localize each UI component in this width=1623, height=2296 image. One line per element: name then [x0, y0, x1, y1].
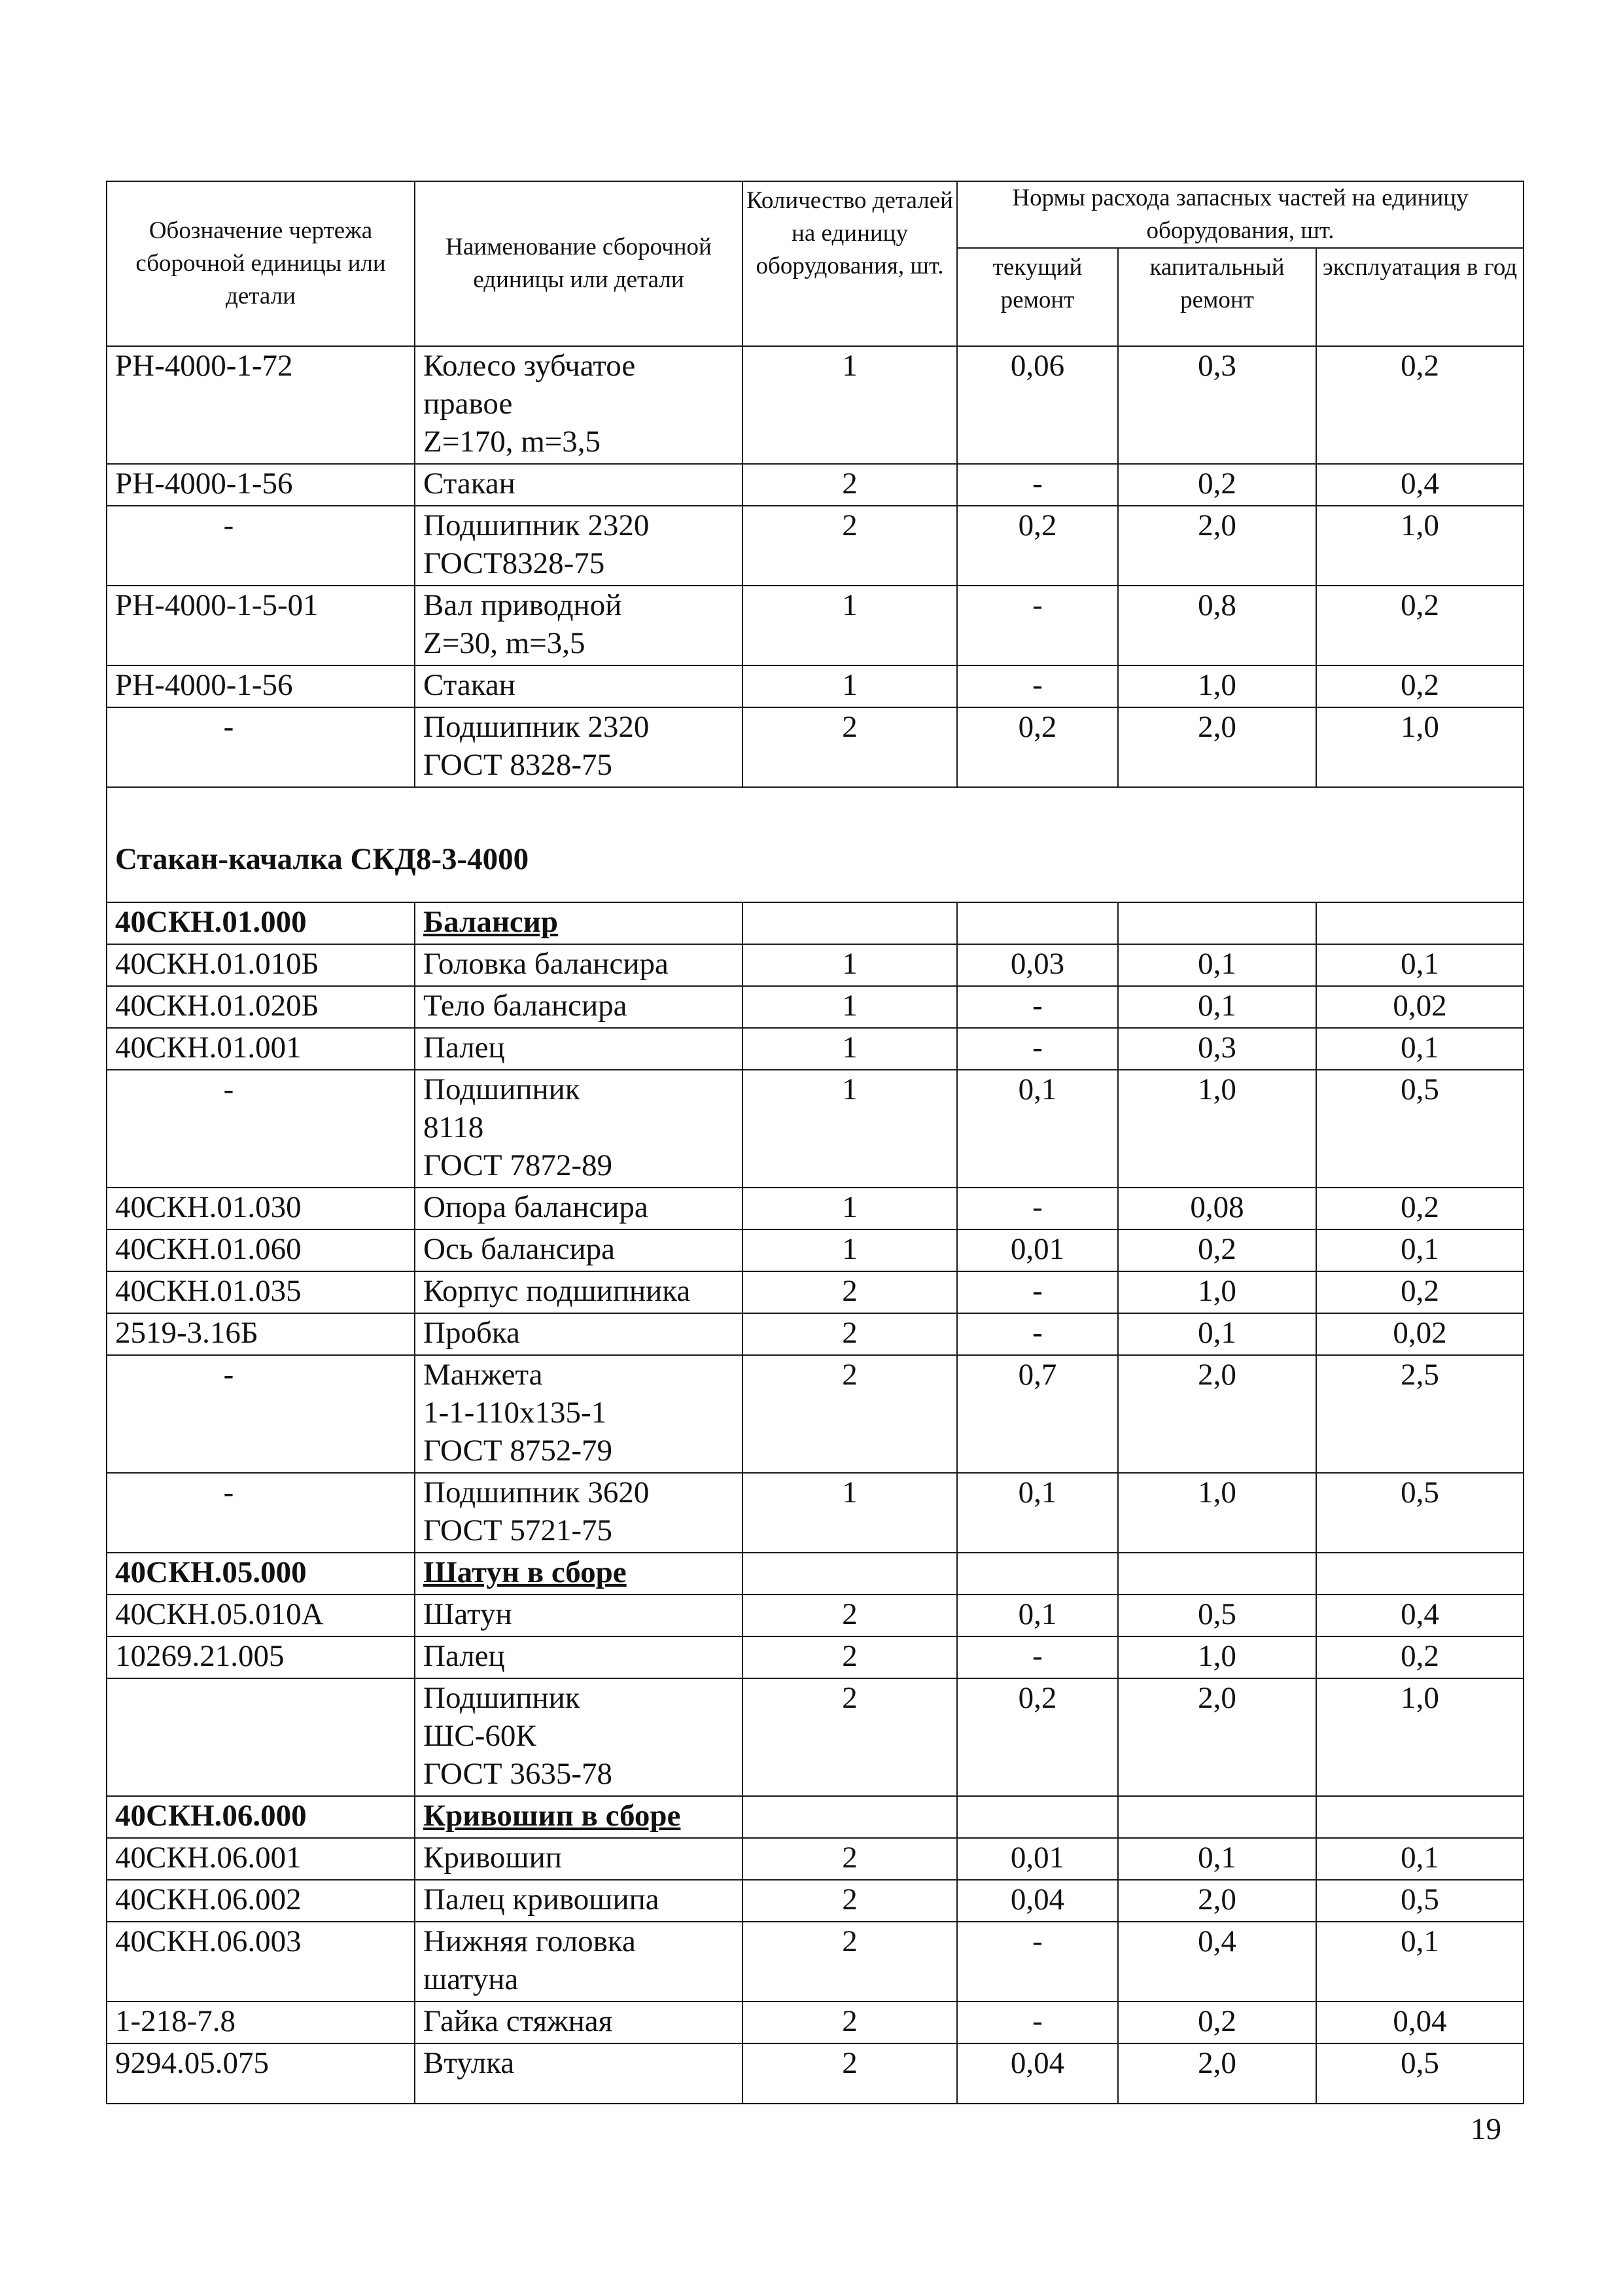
cell-current-repair: 0,06 [957, 346, 1118, 464]
cell-operation: 0,2 [1316, 1271, 1524, 1313]
group-row [107, 902, 1524, 944]
cell-name: Пробка [415, 1313, 742, 1355]
cell-designation: 40СКН.06.001 [107, 1838, 415, 1880]
header-quantity: Количество деталей на единицу оборудования, шт. [742, 181, 957, 346]
cell-current-repair: 0,04 [957, 2043, 1118, 2104]
cell-quantity: 1 [742, 1070, 957, 1188]
cell-designation: 40СКН.05.010А [107, 1595, 415, 1636]
cell-capital-repair: 0,1 [1118, 1313, 1316, 1355]
cell-quantity: 2 [742, 1880, 957, 1922]
table-row [107, 464, 1524, 506]
cell-operation: 0,1 [1316, 1838, 1524, 1880]
cell-name: Стакан [415, 464, 742, 506]
cell-name: Головка балансира [415, 944, 742, 986]
cell-quantity: 2 [742, 1636, 957, 1678]
cell-designation: - [107, 1473, 415, 1553]
cell-capital-repair [1118, 902, 1316, 944]
cell-name: Палец [415, 1636, 742, 1678]
cell-designation: 40СКН.01.020Б [107, 986, 415, 1028]
cell-name: Палец кривошипа [415, 1880, 742, 1922]
cell-quantity: 1 [742, 1028, 957, 1070]
cell-designation: 2519-3.16Б [107, 1313, 415, 1355]
header-designation: Обозначение чертежа сборочной единицы или детали [107, 181, 415, 346]
header-operation: эксплуатация в год [1316, 248, 1524, 346]
cell-operation: 0,1 [1316, 944, 1524, 986]
spare-parts-table [106, 181, 1524, 2104]
cell-current-repair: - [957, 1636, 1118, 1678]
cell-capital-repair: 0,1 [1118, 1838, 1316, 1880]
table-body [107, 181, 1524, 2104]
cell-quantity: 2 [742, 1355, 957, 1473]
cell-current-repair: - [957, 586, 1118, 665]
cell-operation: 1,0 [1316, 707, 1524, 787]
cell-operation [1316, 1553, 1524, 1595]
cell-capital-repair: 1,0 [1118, 1070, 1316, 1188]
table-row [107, 2043, 1524, 2104]
header-name: Наименование сборочной единицы или детали [415, 181, 742, 346]
cell-designation: 40СКН.01.060 [107, 1229, 415, 1271]
cell-current-repair: - [957, 1922, 1118, 2002]
cell-name: Балансир [415, 902, 742, 944]
cell-operation: 0,1 [1316, 1922, 1524, 2002]
cell-current-repair: - [957, 464, 1118, 506]
cell-current-repair [957, 902, 1118, 944]
cell-quantity: 2 [742, 1838, 957, 1880]
cell-designation: - [107, 707, 415, 787]
table-row [107, 1313, 1524, 1355]
cell-quantity: 1 [742, 1188, 957, 1229]
cell-name: Шатун [415, 1595, 742, 1636]
section-row [107, 787, 1524, 902]
cell-designation: 1-218-7.8 [107, 2002, 415, 2043]
cell-operation: 0,5 [1316, 1070, 1524, 1188]
cell-capital-repair: 1,0 [1118, 665, 1316, 707]
cell-operation: 0,4 [1316, 1595, 1524, 1636]
header-norms-group: Нормы расхода запасных частей на единицу оборудования, шт. [957, 181, 1524, 248]
table-row [107, 1070, 1524, 1188]
cell-capital-repair: 0,3 [1118, 1028, 1316, 1070]
cell-capital-repair: 2,0 [1118, 1355, 1316, 1473]
cell-name: Подшипник 3620 ГОСТ 5721-75 [415, 1473, 742, 1553]
cell-designation: 40СКН.01.030 [107, 1188, 415, 1229]
cell-name: Кривошип в сборе [415, 1796, 742, 1838]
table-row [107, 1355, 1524, 1473]
page-number: 19 [1471, 2112, 1501, 2146]
cell-quantity: 2 [742, 464, 957, 506]
cell-current-repair: 0,01 [957, 1229, 1118, 1271]
table-row [107, 1880, 1524, 1922]
cell-current-repair: 0,7 [957, 1355, 1118, 1473]
cell-designation: РН-4000-1-56 [107, 464, 415, 506]
cell-current-repair: - [957, 2002, 1118, 2043]
cell-operation: 0,02 [1316, 1313, 1524, 1355]
cell-current-repair [957, 1553, 1118, 1595]
cell-name: Стакан [415, 665, 742, 707]
cell-capital-repair: 1,0 [1118, 1473, 1316, 1553]
cell-designation: РН-4000-1-5-01 [107, 586, 415, 665]
cell-current-repair: 0,1 [957, 1070, 1118, 1188]
cell-capital-repair: 0,8 [1118, 586, 1316, 665]
cell-designation: 9294.05.075 [107, 2043, 415, 2104]
cell-current-repair: 0,2 [957, 506, 1118, 586]
cell-current-repair: 0,1 [957, 1595, 1118, 1636]
cell-current-repair: - [957, 665, 1118, 707]
cell-capital-repair: 2,0 [1118, 1880, 1316, 1922]
cell-name: Подшипник ШС-60К ГОСТ 3635-78 [415, 1678, 742, 1796]
table-row [107, 506, 1524, 586]
cell-capital-repair: 0,2 [1118, 464, 1316, 506]
cell-designation: 40СКН.01.035 [107, 1271, 415, 1313]
table-row [107, 1271, 1524, 1313]
cell-current-repair: 0,03 [957, 944, 1118, 986]
cell-quantity: 2 [742, 2043, 957, 2104]
cell-name: Шатун в сборе [415, 1553, 742, 1595]
cell-current-repair: - [957, 986, 1118, 1028]
cell-operation: 0,2 [1316, 346, 1524, 464]
cell-quantity: 1 [742, 586, 957, 665]
cell-capital-repair: 2,0 [1118, 1678, 1316, 1796]
cell-capital-repair: 0,4 [1118, 1922, 1316, 2002]
cell-capital-repair [1118, 1796, 1316, 1838]
cell-designation: 10269.21.005 [107, 1636, 415, 1678]
cell-current-repair: - [957, 1313, 1118, 1355]
cell-operation: 0,1 [1316, 1028, 1524, 1070]
cell-quantity [742, 902, 957, 944]
cell-capital-repair: 0,5 [1118, 1595, 1316, 1636]
table-row [107, 1595, 1524, 1636]
cell-designation: - [107, 506, 415, 586]
table-row [107, 346, 1524, 464]
cell-designation: 40СКН.06.003 [107, 1922, 415, 2002]
cell-operation: 0,4 [1316, 464, 1524, 506]
cell-designation: 40СКН.01.010Б [107, 944, 415, 986]
cell-designation: 40СКН.01.001 [107, 1028, 415, 1070]
table-row [107, 707, 1524, 787]
table-row [107, 1636, 1524, 1678]
cell-capital-repair: 0,1 [1118, 944, 1316, 986]
cell-current-repair: 0,01 [957, 1838, 1118, 1880]
cell-designation: 40СКН.06.002 [107, 1880, 415, 1922]
cell-name: Колесо зубчатое правое Z=170, m=3,5 [415, 346, 742, 464]
cell-designation [107, 1678, 415, 1796]
cell-quantity: 2 [742, 707, 957, 787]
cell-name: Палец [415, 1028, 742, 1070]
cell-designation: 40СКН.06.000 [107, 1796, 415, 1838]
cell-current-repair: - [957, 1028, 1118, 1070]
table-row [107, 944, 1524, 986]
header-row-top [107, 181, 1524, 248]
cell-operation: 0,2 [1316, 665, 1524, 707]
cell-capital-repair: 0,2 [1118, 2002, 1316, 2043]
cell-designation: РН-4000-1-72 [107, 346, 415, 464]
group-row [107, 1796, 1524, 1838]
header-current-repair: текущий ремонт [957, 248, 1118, 346]
cell-operation: 2,5 [1316, 1355, 1524, 1473]
cell-capital-repair: 0,3 [1118, 346, 1316, 464]
cell-capital-repair: 2,0 [1118, 707, 1316, 787]
section-title: Стакан-качалка СКД8-3-4000 [107, 787, 1524, 902]
cell-current-repair [957, 1796, 1118, 1838]
cell-name: Подшипник 8118 ГОСТ 7872-89 [415, 1070, 742, 1188]
cell-quantity: 1 [742, 1229, 957, 1271]
cell-operation: 1,0 [1316, 1678, 1524, 1796]
table-row [107, 986, 1524, 1028]
cell-capital-repair: 1,0 [1118, 1636, 1316, 1678]
cell-operation: 1,0 [1316, 506, 1524, 586]
cell-name: Опора балансира [415, 1188, 742, 1229]
cell-quantity [742, 1796, 957, 1838]
cell-quantity: 1 [742, 665, 957, 707]
table-row [107, 2002, 1524, 2043]
cell-designation: 40СКН.01.000 [107, 902, 415, 944]
cell-name: Подшипник 2320 ГОСТ8328-75 [415, 506, 742, 586]
cell-current-repair: - [957, 1188, 1118, 1229]
cell-operation: 0,2 [1316, 586, 1524, 665]
cell-current-repair: 0,2 [957, 707, 1118, 787]
cell-current-repair: 0,04 [957, 1880, 1118, 1922]
cell-capital-repair [1118, 1553, 1316, 1595]
cell-quantity: 2 [742, 1313, 957, 1355]
cell-name: Тело балансира [415, 986, 742, 1028]
cell-operation: 0,1 [1316, 1229, 1524, 1271]
cell-operation [1316, 1796, 1524, 1838]
table-row [107, 1028, 1524, 1070]
table-row [107, 1229, 1524, 1271]
cell-designation: РН-4000-1-56 [107, 665, 415, 707]
cell-quantity: 2 [742, 1595, 957, 1636]
table-row [107, 1922, 1524, 2002]
table-row [107, 1473, 1524, 1553]
cell-designation: - [107, 1355, 415, 1473]
table-row [107, 1188, 1524, 1229]
cell-quantity [742, 1553, 957, 1595]
cell-operation: 0,02 [1316, 986, 1524, 1028]
cell-quantity: 2 [742, 1922, 957, 2002]
cell-capital-repair: 0,1 [1118, 986, 1316, 1028]
cell-current-repair: - [957, 1271, 1118, 1313]
cell-operation: 0,2 [1316, 1188, 1524, 1229]
cell-name: Корпус подшипника [415, 1271, 742, 1313]
cell-name: Гайка стяжная [415, 2002, 742, 2043]
cell-name: Подшипник 2320 ГОСТ 8328-75 [415, 707, 742, 787]
cell-quantity: 1 [742, 986, 957, 1028]
table-row [107, 1678, 1524, 1796]
cell-operation: 0,2 [1316, 1636, 1524, 1678]
cell-quantity: 1 [742, 944, 957, 986]
cell-name: Кривошип [415, 1838, 742, 1880]
cell-current-repair: 0,1 [957, 1473, 1118, 1553]
cell-capital-repair: 1,0 [1118, 1271, 1316, 1313]
cell-quantity: 1 [742, 346, 957, 464]
cell-operation: 0,04 [1316, 2002, 1524, 2043]
header-capital-repair: капитальный ремонт [1118, 248, 1316, 346]
cell-designation: 40СКН.05.000 [107, 1553, 415, 1595]
cell-quantity: 2 [742, 1678, 957, 1796]
table-row [107, 586, 1524, 665]
cell-current-repair: 0,2 [957, 1678, 1118, 1796]
cell-capital-repair: 0,08 [1118, 1188, 1316, 1229]
cell-name: Манжета 1-1-110х135-1 ГОСТ 8752-79 [415, 1355, 742, 1473]
cell-capital-repair: 0,2 [1118, 1229, 1316, 1271]
cell-operation: 0,5 [1316, 1880, 1524, 1922]
cell-name: Нижняя головка шатуна [415, 1922, 742, 2002]
table-row [107, 1838, 1524, 1880]
cell-operation: 0,5 [1316, 1473, 1524, 1553]
cell-quantity: 1 [742, 1473, 957, 1553]
cell-capital-repair: 2,0 [1118, 2043, 1316, 2104]
cell-capital-repair: 2,0 [1118, 506, 1316, 586]
cell-quantity: 2 [742, 1271, 957, 1313]
cell-operation [1316, 902, 1524, 944]
cell-designation: - [107, 1070, 415, 1188]
group-row [107, 1553, 1524, 1595]
table-row [107, 665, 1524, 707]
cell-name: Втулка [415, 2043, 742, 2104]
cell-name: Вал приводной Z=30, m=3,5 [415, 586, 742, 665]
cell-quantity: 2 [742, 506, 957, 586]
cell-name: Ось балансира [415, 1229, 742, 1271]
cell-quantity: 2 [742, 2002, 957, 2043]
cell-operation: 0,5 [1316, 2043, 1524, 2104]
